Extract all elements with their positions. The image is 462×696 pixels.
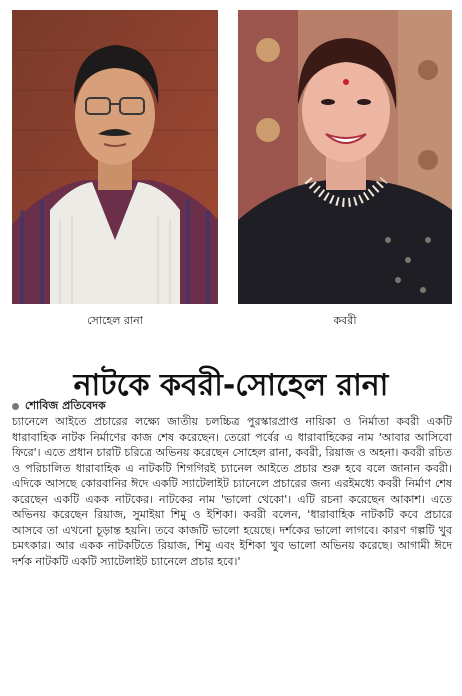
portrait-man-image [12,10,218,304]
photo-caption-left: সোহেল রানা [87,314,143,327]
headline: নাটকে কবরী-সোহেল রানা [73,368,389,404]
byline [12,398,106,414]
photo-kobori [238,10,452,304]
bullet-icon [12,403,19,410]
photo-caption-right: কবরী [333,314,357,327]
article-paragraph: চ্যানেলে আইতে প্রচারের লক্ষ্যে জাতীয় চলচ্চিত্র পুরস্কারপ্রাপ্ত নায়িকা ও নির্মাতা কবরী একটি ধারাবাহিক নাটক নির্মাণের কাজ শেষ করেছেন। তেরো পর্বের এ ধারাবাহিকের নাম 'আবার আসিবো ফিরে'। এতে প্রধান চারটি চরিত্রে অভিনয় করেছেন সোহেল রানা, কবরী, রিয়াজ ও অহনা। কবরী রচিত ও পরিচালিত ধারাবাহিক এ নাটকটি শিগগিরই চ্যানেল আইতে প্রচার শুরু হবে বলে জানান কবরী। এদিকে আসছে কোরবানির ঈদে একটি স্যাটেলাইট চ্যানেলে প্রচারের জন্য এরইমধ্যে কবরী নির্মাণ শেষ করেছেন একটি একক নাটকের। নাটকের নাম 'ভালো থেকো'। এটি রচনা করেছেন আকাশ। এতে অভিনয় করেছেন রিয়াজ, সুমাইয়া শিমু ও ইশিকা। কবরী বলেন, 'ধারাবাহিক নাটকটি কবে প্রচারে আসবে তা এখনো চূড়ান্ত হয়নি। তবে কাজটি ভালো হয়েছে। দর্শকের ভালো লাগবে। কারণ গল্পটি খুব চমৎকার। আর একক নাটকটিতে রিয়াজ, শিমু এবং ইশিকা খুব ভালো অভিনয় করেছে। আগামী ঈদে দর্শক নাটকটি একটি স্যাটেলাইট চ্যানেলে প্রচার হবে।' [12,415,452,568]
photo-sohel-rana [12,10,218,304]
portrait-woman-image [238,10,452,304]
article-body [12,414,452,569]
byline-text: শোবিজ প্রতিবেদক [25,399,106,412]
